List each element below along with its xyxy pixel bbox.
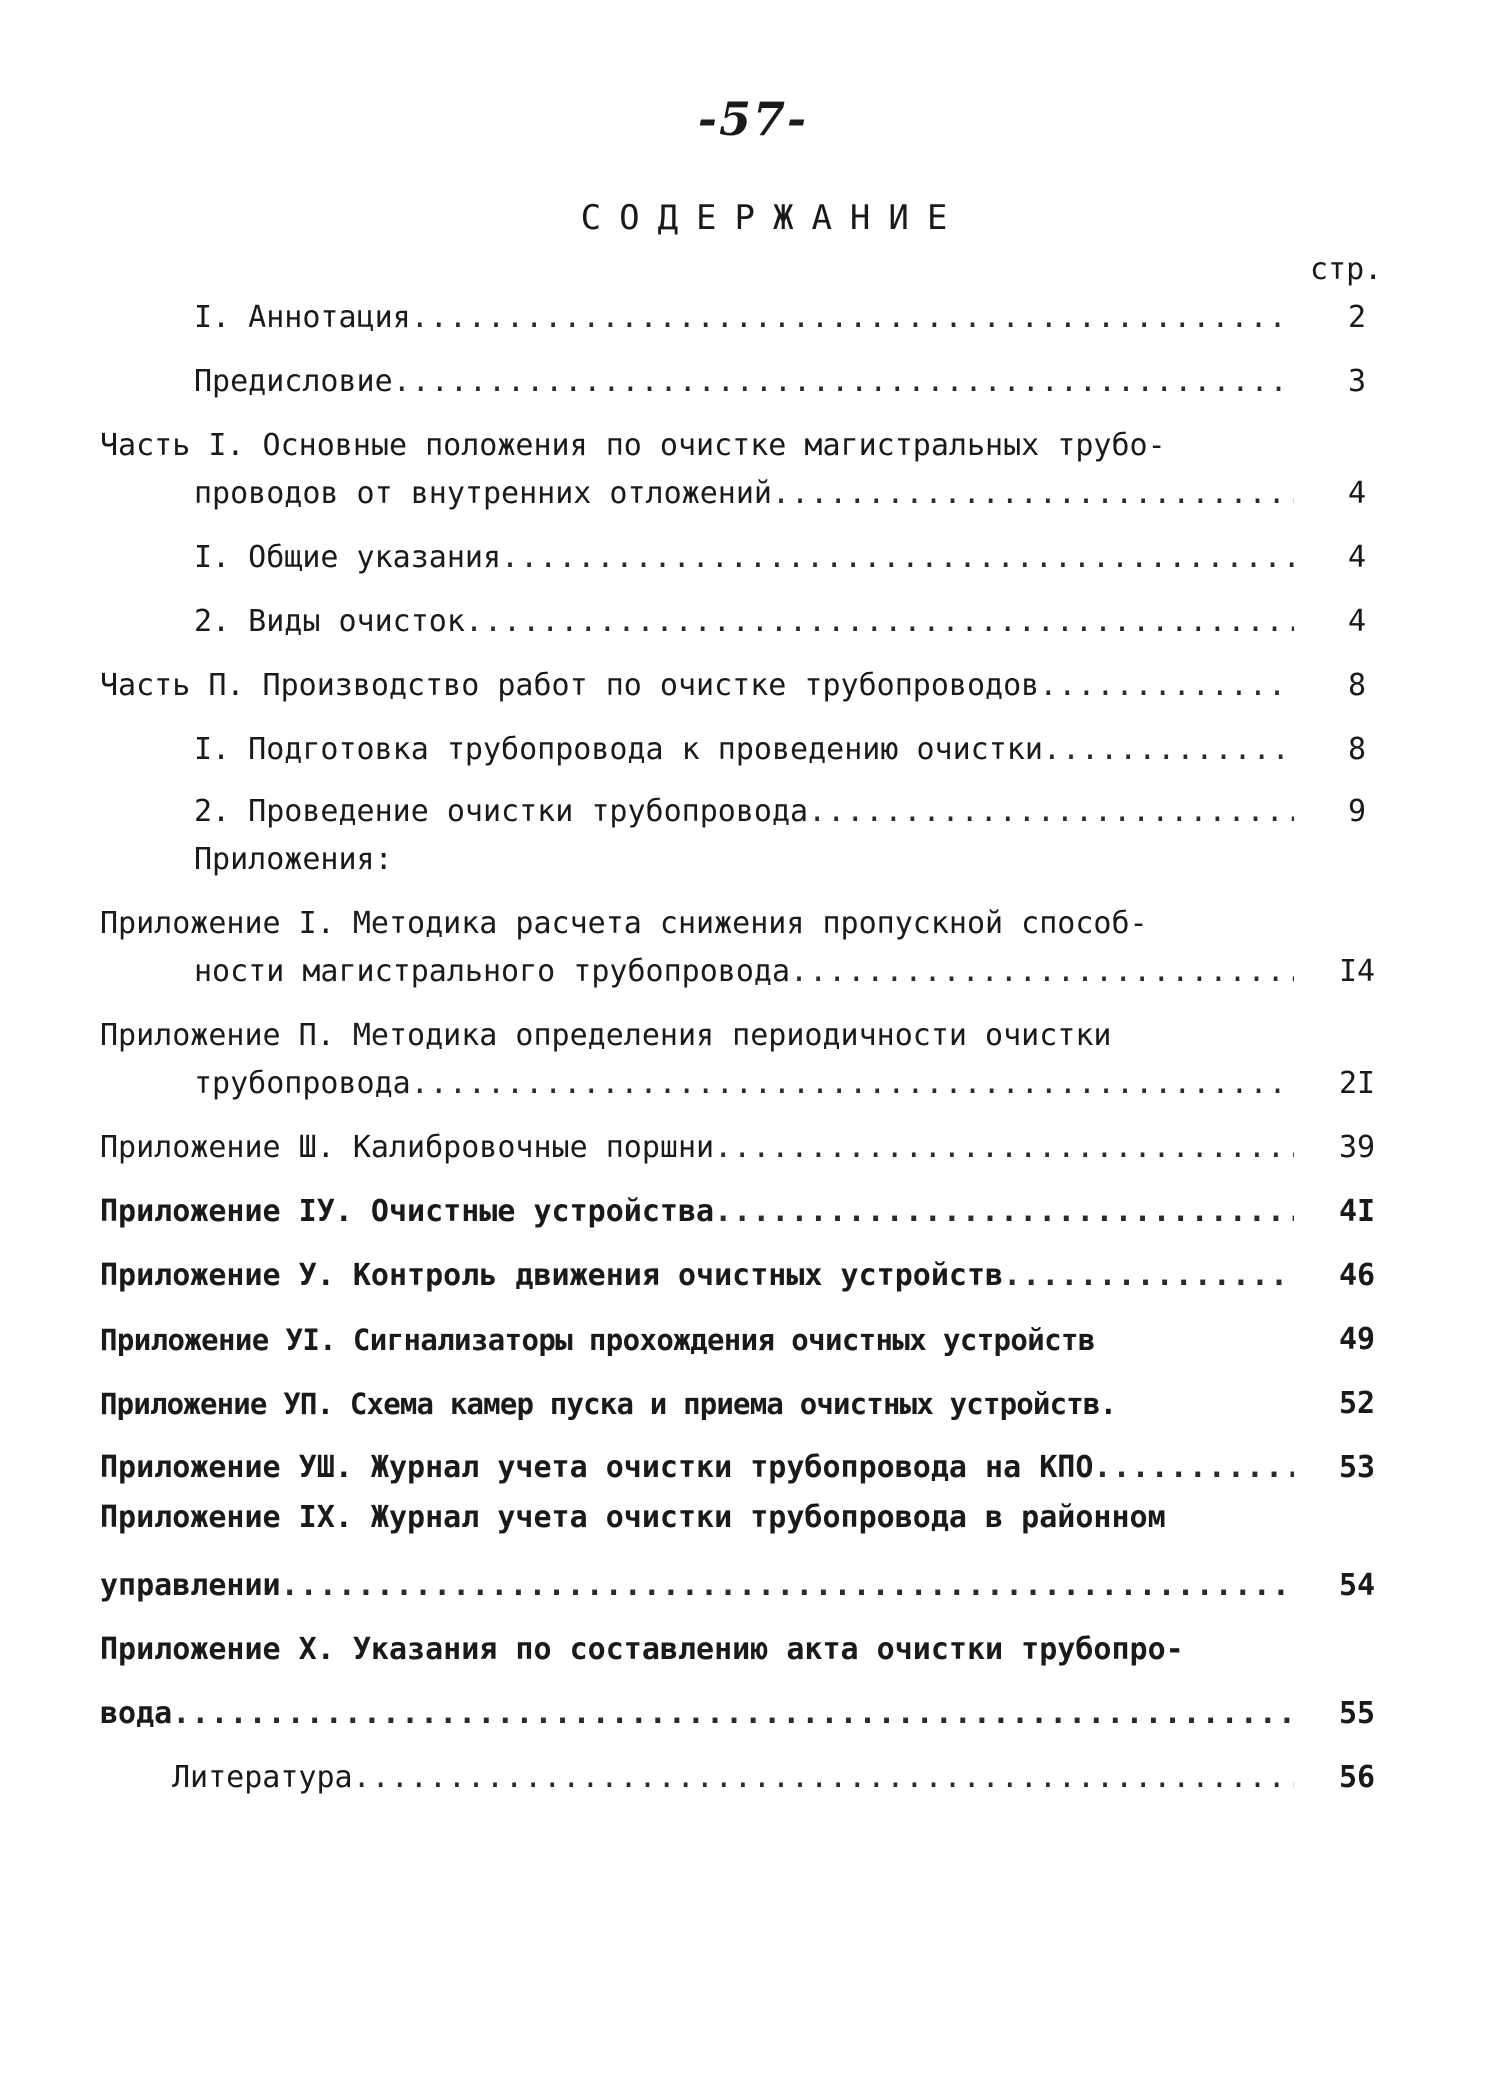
- toc-entry-appendix-7: Приложение УП. Схема камер пуска и приема очистных устройств.: [100, 1387, 1117, 1421]
- toc-entry-appendix-2-line-2: [194, 1064, 1294, 1104]
- leader-dots: [714, 1128, 1294, 1168]
- toc-page-number: 4: [1347, 604, 1367, 639]
- leader-dots: [411, 1064, 1294, 1104]
- leader-dots: [501, 538, 1294, 578]
- toc-entry-text: Приложение Ш. Калибровочные поршни: [100, 1130, 715, 1165]
- document-title: СОДЕРЖАНИЕ: [580, 198, 966, 238]
- toc-page-number: 9: [1347, 794, 1367, 829]
- toc-entry-text: трубопровода: [194, 1066, 411, 1101]
- toc-entry-appendix-9-line-1: Приложение IX. Журнал учета очистки трубопровода в районном: [100, 1500, 1166, 1535]
- leader-dots: [772, 474, 1294, 514]
- toc-entry-text: I. Аннотация: [194, 300, 411, 335]
- toc-entry-part-2: [100, 666, 1294, 706]
- toc-entry-appendix-8: [100, 1448, 1294, 1488]
- toc-page-number: 4I: [1338, 1194, 1376, 1229]
- leader-dots: [465, 602, 1294, 642]
- leader-dots: [353, 1758, 1294, 1798]
- toc-page-number: 8: [1347, 668, 1367, 703]
- toc-entry-appendix-1-line-1: Приложение I. Методика расчета снижения пропускной способ-: [100, 906, 1148, 941]
- toc-page-number: 2: [1347, 300, 1367, 335]
- toc-page-number: 2I: [1338, 1066, 1376, 1101]
- toc-entry-appendix-10-line-2: [100, 1694, 1294, 1734]
- toc-entry-appendix-9-line-2: [100, 1566, 1294, 1606]
- toc-entry-literature: [172, 1758, 1294, 1798]
- toc-entry-preface: [194, 362, 1294, 402]
- toc-entry-text: 2. Виды очисток: [194, 604, 465, 639]
- toc-entry-text: Предисловие: [194, 364, 393, 399]
- toc-entry-text: Часть П. Производство работ по очистке трубопроводов: [100, 668, 1040, 703]
- toc-entry-appendix-4: [100, 1192, 1294, 1232]
- leader-dots: [281, 1566, 1294, 1606]
- toc-entry-appendix-1-line-2: [194, 952, 1294, 992]
- leader-dots: [411, 298, 1294, 338]
- toc-page-number: 54: [1338, 1568, 1376, 1603]
- toc-entry-general: [194, 538, 1294, 578]
- toc-entry-text: 2. Проведение очистки трубопровода: [194, 794, 809, 829]
- leader-dots: [808, 792, 1294, 832]
- toc-entry-text: ности магистрального трубопровода: [194, 954, 791, 989]
- toc-appendices-heading: Приложения:: [194, 842, 393, 877]
- toc-entry-appendix-6: Приложение УI. Сигнализаторы прохождения очистных устройств: [100, 1323, 1095, 1357]
- page-number: -57-: [697, 92, 809, 146]
- toc-entry-text: Приложение IУ. Очистные устройства: [100, 1194, 715, 1229]
- leader-dots: [1093, 1448, 1294, 1488]
- toc-entry-part-1-line-1: Часть I. Основные положения по очистке магистральных трубо-: [100, 428, 1166, 463]
- toc-page-number: 4: [1347, 540, 1367, 575]
- leader-dots: [393, 362, 1294, 402]
- toc-entry-part-1-line-2: [194, 474, 1294, 514]
- toc-entry-text: вода: [100, 1696, 173, 1731]
- toc-page-number: 52: [1338, 1386, 1376, 1421]
- toc-entry-text: Приложение УШ. Журнал учета очистки трубопровода на КПО: [100, 1450, 1094, 1485]
- toc-entry-appendix-2-line-1: Приложение П. Методика определения периодичности очистки: [100, 1018, 1112, 1053]
- toc-entry-execution: [194, 792, 1294, 832]
- toc-entry-appendix-5: [100, 1256, 1294, 1296]
- leader-dots: [1039, 666, 1294, 706]
- leader-dots: [1043, 730, 1294, 770]
- leader-dots: [714, 1192, 1294, 1232]
- toc-entry-annotation: [194, 298, 1294, 338]
- toc-page-number: 46: [1338, 1258, 1376, 1293]
- toc-page-number: 55: [1338, 1696, 1376, 1731]
- toc-page-number: 3: [1347, 364, 1367, 399]
- toc-page-number: 8: [1347, 732, 1367, 767]
- toc-page-number: 4: [1347, 476, 1367, 511]
- toc-entry-text: I. Общие указания: [194, 540, 502, 575]
- toc-entry-text: Литература: [172, 1760, 353, 1795]
- toc-entry-text: Приложение У. Контроль движения очистных устройств: [100, 1258, 1004, 1293]
- toc-entry-appendix-10-line-1: Приложение X. Указания по составлению акта очистки трубопро-: [100, 1632, 1184, 1667]
- toc-page-number: 49: [1338, 1322, 1376, 1357]
- toc-entry-text: I. Подготовка трубопровода к проведению очистки: [194, 732, 1043, 767]
- toc-page-number: 53: [1338, 1450, 1376, 1485]
- toc-page-number: 56: [1338, 1760, 1376, 1795]
- leader-dots: [790, 952, 1294, 992]
- toc-entry-types: [194, 602, 1294, 642]
- page-column-label: стр.: [1310, 252, 1383, 287]
- leader-dots: [172, 1694, 1294, 1734]
- leader-dots: [1003, 1256, 1294, 1296]
- toc-entry-text: управлении: [100, 1568, 281, 1603]
- toc-entry-appendix-3: [100, 1128, 1294, 1168]
- toc-entry-preparation: [194, 730, 1294, 770]
- toc-page-number: 39: [1338, 1130, 1376, 1165]
- toc-page-number: I4: [1338, 954, 1376, 989]
- toc-entry-text: проводов от внутренних отложений: [194, 476, 772, 511]
